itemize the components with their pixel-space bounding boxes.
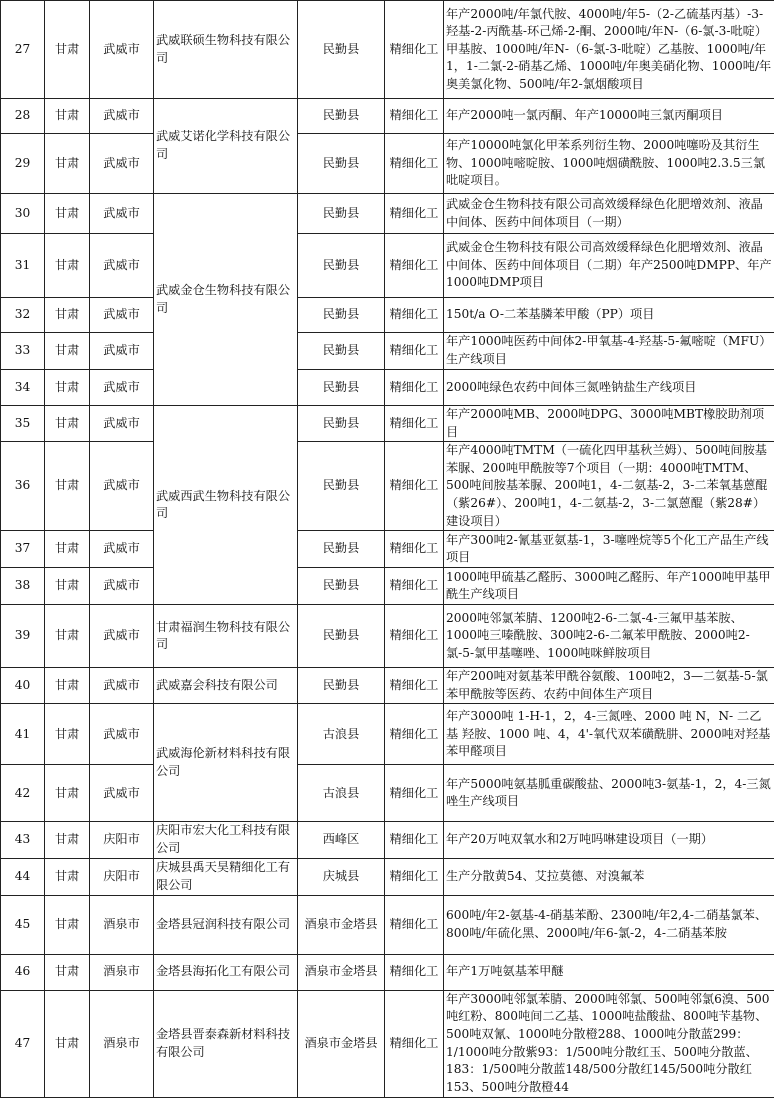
industry-cell: 精细化工 [385, 531, 444, 568]
company-cell: 武威金仓生物科技有限公司 [154, 194, 298, 406]
company-cell: 金塔县海拓化工有限公司 [154, 954, 298, 990]
row-number: 32 [1, 298, 45, 333]
industry-cell: 精细化工 [385, 134, 444, 194]
table-row [1, 99, 774, 134]
table-row [1, 531, 774, 568]
city-cell: 武威市 [90, 568, 154, 605]
table-row [1, 568, 774, 605]
city-cell: 武威市 [90, 442, 154, 531]
project-cell: 150t/a O-二苯基膦苯甲酸（PP）项目 [444, 298, 774, 333]
company-cell: 武威海伦新材料科技有限公司 [154, 704, 298, 822]
table-row [1, 333, 774, 370]
industry-cell: 精细化工 [385, 234, 444, 298]
table-row [1, 605, 774, 668]
industry-cell: 精细化工 [385, 954, 444, 990]
county-cell: 民勤县 [298, 605, 385, 668]
company-cell: 甘肃福润生物科技有限公司 [154, 605, 298, 668]
row-number: 42 [1, 765, 45, 822]
row-number: 36 [1, 442, 45, 531]
province-cell: 甘肃 [45, 1, 90, 99]
province-cell: 甘肃 [45, 370, 90, 406]
city-cell: 武威市 [90, 765, 154, 822]
row-number: 44 [1, 858, 45, 895]
city-cell: 武威市 [90, 298, 154, 333]
table-row [1, 298, 774, 333]
county-cell: 民勤县 [298, 370, 385, 406]
row-number: 41 [1, 704, 45, 765]
province-cell: 甘肃 [45, 234, 90, 298]
city-cell: 武威市 [90, 1, 154, 99]
county-cell: 庆城县 [298, 858, 385, 895]
city-cell: 酒泉市 [90, 895, 154, 954]
city-cell: 武威市 [90, 406, 154, 442]
city-cell: 酒泉市 [90, 990, 154, 1097]
project-cell: 2000吨绿色农药中间体三氮唑钠盐生产线项目 [444, 370, 774, 406]
table-row [1, 822, 774, 858]
row-number: 47 [1, 990, 45, 1097]
province-cell: 甘肃 [45, 954, 90, 990]
row-number: 46 [1, 954, 45, 990]
row-number: 37 [1, 531, 45, 568]
project-cell: 年产1000吨医药中间体2-甲氧基-4-羟基-5-氟嘧啶（MFU）生产线项目 [444, 333, 774, 370]
table-row [1, 990, 774, 1097]
row-number: 43 [1, 822, 45, 858]
county-cell: 民勤县 [298, 333, 385, 370]
project-cell: 年产3000吨 1-H-1，2，4-三氮唑、2000 吨 N，N- 二乙基 羟胺、1000 吨、4，4'-氧代双苯磺酰肼、2000吨对羟基苯甲醛项目 [444, 704, 774, 765]
industry-cell: 精细化工 [385, 333, 444, 370]
industry-cell: 精细化工 [385, 990, 444, 1097]
project-cell: 武威金仓生物科技有限公司高效缓释绿色化肥增效剂、液晶中间体、医药中间体项目（二期）年产2500吨DMPP、年产1000吨DMP项目 [444, 234, 774, 298]
project-cell: 年产2000吨/年氯代胺、4000吨/年5-（2-乙硫基丙基）-3-羟基-2-丙酰基-环己烯-2-酮、2000吨/年N-（6-氯-3-吡啶）甲基胺、1000吨/年N-（6-氯-3-吡啶）乙基胺、1000吨/年1，1-二氯-2-硝基乙烯、1000吨/年奥美硝化物、1000吨/年奥美氯化物、500吨/年2-氯烟酸项目 [444, 1, 774, 99]
company-cell: 武威联硕生物科技有限公司 [154, 1, 298, 99]
industry-cell: 精细化工 [385, 605, 444, 668]
industry-cell: 精细化工 [385, 895, 444, 954]
province-cell: 甘肃 [45, 990, 90, 1097]
province-cell: 甘肃 [45, 668, 90, 704]
county-cell: 民勤县 [298, 531, 385, 568]
county-cell: 民勤县 [298, 134, 385, 194]
company-cell: 庆城县禹天昊精细化工有限公司 [154, 858, 298, 895]
city-cell: 酒泉市 [90, 954, 154, 990]
province-cell: 甘肃 [45, 442, 90, 531]
county-cell: 古浪县 [298, 765, 385, 822]
project-cell: 年产5000吨氨基胍重碳酸盐、2000吨3-氨基-1，2，4-三氮唑生产线项目 [444, 765, 774, 822]
row-number: 30 [1, 194, 45, 234]
province-cell: 甘肃 [45, 568, 90, 605]
province-cell: 甘肃 [45, 858, 90, 895]
city-cell: 武威市 [90, 333, 154, 370]
county-cell: 西峰区 [298, 822, 385, 858]
row-number: 39 [1, 605, 45, 668]
industry-cell: 精细化工 [385, 370, 444, 406]
county-cell: 民勤县 [298, 442, 385, 531]
province-cell: 甘肃 [45, 333, 90, 370]
county-cell: 古浪县 [298, 704, 385, 765]
county-cell: 民勤县 [298, 668, 385, 704]
table-row [1, 370, 774, 406]
city-cell: 武威市 [90, 668, 154, 704]
city-cell: 庆阳市 [90, 822, 154, 858]
province-cell: 甘肃 [45, 895, 90, 954]
city-cell: 武威市 [90, 704, 154, 765]
project-cell: 年产2000吨一氯丙酮、年产10000吨三氯丙酮项目 [444, 99, 774, 134]
project-cell: 年产2000吨MB、2000吨DPG、3000吨MBT橡胶助剂项目 [444, 406, 774, 442]
province-cell: 甘肃 [45, 134, 90, 194]
city-cell: 武威市 [90, 194, 154, 234]
project-cell: 生产分散黄54、艾拉莫德、对溴氟苯 [444, 858, 774, 895]
province-cell: 甘肃 [45, 704, 90, 765]
province-cell: 甘肃 [45, 406, 90, 442]
industry-cell: 精细化工 [385, 668, 444, 704]
company-cell: 武威嘉会科技有限公司 [154, 668, 298, 704]
county-cell: 民勤县 [298, 406, 385, 442]
company-cell: 庆阳市宏大化工科技有限公司 [154, 822, 298, 858]
table-row [1, 194, 774, 234]
table-row [1, 442, 774, 531]
city-cell: 武威市 [90, 99, 154, 134]
county-cell: 民勤县 [298, 298, 385, 333]
project-cell: 年产1万吨氨基苯甲醚 [444, 954, 774, 990]
county-cell: 民勤县 [298, 99, 385, 134]
row-number: 28 [1, 99, 45, 134]
province-cell: 甘肃 [45, 298, 90, 333]
table-row [1, 954, 774, 990]
project-cell: 武威金仓生物科技有限公司高效缓释绿色化肥增效剂、液晶中间体、医药中间体项目（一期） [444, 194, 774, 234]
county-cell: 民勤县 [298, 1, 385, 99]
project-cell: 年产300吨2-氰基亚氨基-1，3-噻唑烷等5个化工产品生产线项目 [444, 531, 774, 568]
row-number: 45 [1, 895, 45, 954]
county-cell: 民勤县 [298, 568, 385, 605]
project-cell: 年产20万吨双氧水和2万吨吗啉建设项目（一期） [444, 822, 774, 858]
row-number: 40 [1, 668, 45, 704]
county-cell: 酒泉市金塔县 [298, 895, 385, 954]
city-cell: 武威市 [90, 605, 154, 668]
row-number: 35 [1, 406, 45, 442]
county-cell: 酒泉市金塔县 [298, 954, 385, 990]
row-number: 34 [1, 370, 45, 406]
industry-cell: 精细化工 [385, 298, 444, 333]
table-row [1, 765, 774, 822]
city-cell: 武威市 [90, 370, 154, 406]
project-cell: 600吨/年2-氨基-4-硝基苯酚、2300吨/年2,4-二硝基氯苯、800吨/年硫化黑、2000吨/年6-氯-2，4-二硝基苯胺 [444, 895, 774, 954]
industry-cell: 精细化工 [385, 858, 444, 895]
industry-cell: 精细化工 [385, 765, 444, 822]
province-cell: 甘肃 [45, 194, 90, 234]
project-cell: 年产200吨对氨基苯甲酰谷氨酸、100吨2，3—二氨基-5-氯苯甲酰胺等医药、农药中间体生产项目 [444, 668, 774, 704]
county-cell: 民勤县 [298, 234, 385, 298]
company-cell: 金塔县晋泰森新材料科技有限公司 [154, 990, 298, 1097]
city-cell: 庆阳市 [90, 858, 154, 895]
city-cell: 武威市 [90, 531, 154, 568]
company-cell: 武威西武生物科技有限公司 [154, 406, 298, 605]
table-row [1, 858, 774, 895]
table-row [1, 134, 774, 194]
table-row [1, 668, 774, 704]
project-cell: 年产3000吨邻氯苯腈、2000吨邻氯、500吨邻氯6溴、500吨红粉、800吨间二乙基、1000吨盐酸盐、800吨苄基物、500吨双氰、1000吨分散橙288、1000吨分散蓝299：1/1000吨分散紫93：1/500吨分散红玉、500吨分散蓝、183：1/500吨分散蓝148/500分散红145/500吨分散红153、500吨分散橙44 [444, 990, 774, 1097]
industry-cell: 精细化工 [385, 568, 444, 605]
industry-cell: 精细化工 [385, 99, 444, 134]
industry-cell: 精细化工 [385, 442, 444, 531]
province-cell: 甘肃 [45, 822, 90, 858]
company-cell: 武威艾诺化学科技有限公司 [154, 99, 298, 194]
project-cell: 年产4000吨TMTM（一硫化四甲基秋兰姆）、500吨间胺基苯脲、200吨甲酰胺等7个项目（一期：4000吨TMTM、500吨间胺基苯脲、200吨1，4-二氨基-2，3-二苯氧基蒽醌（紫26#）、200吨1，4-二氨基-2，3-二氯蒽醌（紫28#）建设项目） [444, 442, 774, 531]
city-cell: 武威市 [90, 234, 154, 298]
city-cell: 武威市 [90, 134, 154, 194]
county-cell: 酒泉市金塔县 [298, 990, 385, 1097]
row-number: 27 [1, 1, 45, 99]
project-cell: 2000吨邻氯苯腈、1200吨2-6-二氯-4-三氟甲基苯胺、1000吨三嗪酰胺、300吨2-6-二氟苯甲酰胺、2000吨2-氯-5-氯甲基噻唑、1000吨咪鲜胺项目 [444, 605, 774, 668]
province-cell: 甘肃 [45, 605, 90, 668]
table-row [1, 1, 774, 99]
row-number: 38 [1, 568, 45, 605]
table-row [1, 704, 774, 765]
table-row [1, 895, 774, 954]
row-number: 33 [1, 333, 45, 370]
province-cell: 甘肃 [45, 99, 90, 134]
project-cell: 1000吨甲硫基乙醛肟、3000吨乙醛肟、年产1000吨甲基甲酰生产线项目 [444, 568, 774, 605]
industry-cell: 精细化工 [385, 1, 444, 99]
industry-cell: 精细化工 [385, 406, 444, 442]
province-cell: 甘肃 [45, 531, 90, 568]
row-number: 29 [1, 134, 45, 194]
project-cell: 年产10000吨氯化甲苯系列衍生物、2000吨噻吩及其衍生物、1000吨嘧啶胺、1000吨烟磺酰胺、1000吨2.3.5三氯吡啶项目。 [444, 134, 774, 194]
industry-cell: 精细化工 [385, 704, 444, 765]
county-cell: 民勤县 [298, 194, 385, 234]
industry-cell: 精细化工 [385, 822, 444, 858]
industry-cell: 精细化工 [385, 194, 444, 234]
table-row [1, 406, 774, 442]
table-row [1, 234, 774, 298]
row-number: 31 [1, 234, 45, 298]
company-cell: 金塔县冠润科技有限公司 [154, 895, 298, 954]
province-cell: 甘肃 [45, 765, 90, 822]
